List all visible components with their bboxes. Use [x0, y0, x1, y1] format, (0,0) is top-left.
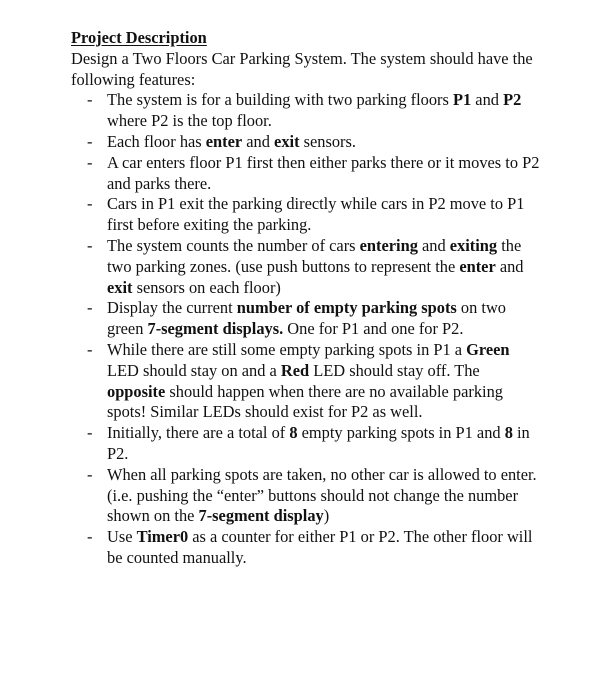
text-run: and	[471, 90, 504, 110]
feature-item	[71, 340, 541, 423]
project-document	[71, 28, 541, 569]
intro-paragraph: Design a Two Floors Car Parking System. The system should have the following features:	[71, 48, 533, 89]
text-run: Each floor has	[107, 131, 206, 151]
bullet-dash: -	[87, 423, 93, 443]
text-run: Use	[107, 527, 137, 547]
document-title: Project Description	[71, 28, 207, 47]
bold-text: enter	[205, 131, 243, 151]
bullet-dash: -	[87, 194, 93, 214]
text-run: While there are still some empty parking spots in P1 a	[107, 339, 467, 359]
bold-text: Green	[466, 339, 510, 359]
text-run: sensors.	[299, 131, 356, 151]
text-run: in P2.	[107, 423, 530, 463]
feature-item	[71, 153, 541, 195]
bold-text: opposite	[107, 381, 166, 401]
feature-item	[71, 298, 541, 340]
text-run: The system counts the number of cars	[107, 235, 360, 255]
bullet-dash: -	[87, 131, 93, 151]
bold-text: number of empty parking spots	[236, 298, 457, 318]
bullet-dash: -	[87, 464, 93, 484]
bold-text: Timer0	[136, 527, 189, 547]
text-run: empty parking spots in P1 and	[297, 423, 505, 443]
bold-text: Red	[280, 360, 310, 380]
text-run: LED should stay on and a	[107, 360, 281, 380]
bold-text: enter	[459, 256, 496, 276]
bullet-dash: -	[87, 298, 93, 318]
text-run: One for P1 and one for P2.	[283, 319, 464, 339]
feature-item	[71, 465, 541, 527]
bold-text: 8	[504, 423, 513, 443]
feature-item	[71, 423, 541, 465]
bold-text: 7-segment display	[198, 506, 324, 526]
text-run: Display the current	[107, 298, 237, 318]
feature-item	[71, 194, 541, 236]
bold-text: exit	[107, 277, 133, 297]
bold-text: exiting	[449, 235, 498, 255]
text-run: Cars in P1 exit the parking directly while cars in P2 move to P1 first before exiting the parking.	[107, 194, 525, 235]
text-run: Initially, there are a total of	[107, 423, 290, 443]
feature-item	[71, 527, 541, 569]
feature-item	[71, 132, 541, 153]
feature-list	[71, 90, 541, 568]
text-run: sensors on each floor)	[132, 277, 281, 297]
text-run: The system is for a building with two parking floors	[107, 90, 453, 110]
bold-text: 8	[289, 423, 298, 443]
bullet-dash: -	[87, 527, 93, 547]
text-run: where P2 is the top floor.	[107, 111, 272, 131]
bold-text: P2	[503, 90, 522, 110]
text-run: and	[242, 131, 275, 151]
bold-text: 7-segment displays.	[147, 319, 284, 339]
bold-text: entering	[359, 235, 418, 255]
bullet-dash: -	[87, 235, 93, 255]
text-run: A car enters floor P1 first then either parks there or it moves to P2 and parks there.	[107, 152, 540, 193]
text-run: )	[323, 506, 330, 526]
bullet-dash: -	[87, 152, 93, 172]
text-run: and	[417, 235, 450, 255]
feature-item	[71, 236, 541, 298]
text-run: When all parking spots are taken, no other car is allowed to enter. (i.e. pushing the “enter” buttons should not change the number shown on the	[107, 464, 537, 526]
feature-item	[71, 90, 541, 132]
bullet-dash: -	[87, 90, 93, 110]
text-run: on two green	[107, 298, 506, 339]
bullet-dash: -	[87, 339, 93, 359]
text-run: LED should stay off. The	[309, 360, 480, 380]
bold-text: exit	[274, 131, 300, 151]
text-run: as a counter for either P1 or P2. The other floor will be counted manually.	[107, 527, 533, 567]
text-run: should happen when there are no available parking spots! Similar LEDs should exist for P2 as well.	[107, 381, 504, 422]
text-run: the two parking zones. (use push buttons to represent the	[107, 235, 522, 276]
bold-text: P1	[452, 90, 472, 110]
text-run: and	[495, 256, 524, 276]
